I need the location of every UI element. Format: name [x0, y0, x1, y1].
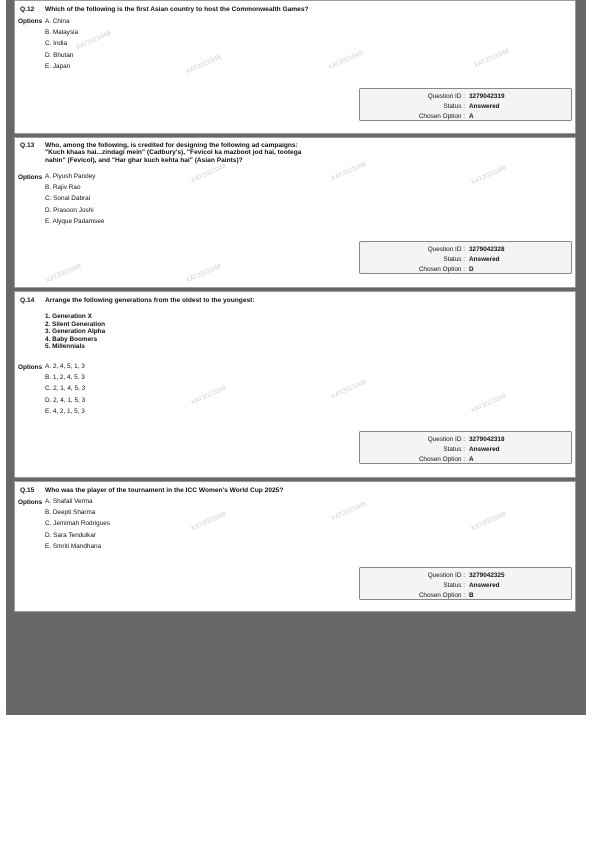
question-text: Arrange the following generations from the oldest to the youngest: — [45, 297, 255, 304]
status-value: Answered — [469, 103, 500, 110]
watermark: XAT2021048 — [470, 164, 508, 187]
options-label: Options — [18, 499, 43, 506]
question-number: Q.13 — [20, 142, 35, 149]
watermark: XAT2021048 — [470, 392, 508, 415]
watermark: XAT2021048 — [473, 47, 511, 70]
list-item: 5. Millennials — [45, 343, 85, 351]
question-id-label: Question ID : — [427, 572, 465, 579]
question-text: Which of the following is the first Asian country to host the Commonwealth Games? — [45, 6, 309, 13]
question-id-value: 3279042318 — [469, 436, 505, 443]
watermark: XAT2021048 — [327, 49, 365, 72]
option-d: D. Sara Tendulkar — [45, 531, 97, 539]
option-c: C. Jemimah Rodrigues — [45, 520, 110, 528]
option-e: E. Smriti Mandhana — [45, 542, 102, 550]
question-number: Q.14 — [20, 297, 35, 304]
watermark: XAT2021048 — [330, 500, 368, 523]
options-list — [45, 171, 104, 227]
status-value: Answered — [469, 446, 500, 453]
question-id-value: 3279042319 — [469, 93, 505, 100]
question-card-q13 — [14, 137, 576, 288]
question-id-label: Question ID : — [427, 246, 465, 253]
status-label: Status : — [443, 446, 465, 453]
chosen-option-value: A — [469, 456, 474, 463]
options-list — [45, 361, 85, 417]
answer-status-panel — [359, 431, 572, 464]
option-b: B. Rajiv Rao — [45, 184, 81, 192]
option-a: A. Piyush Pandey — [45, 173, 96, 180]
watermark: XAT2021048 — [330, 378, 368, 401]
status-value: Answered — [469, 256, 500, 263]
watermark: XAT2021048 — [190, 162, 228, 185]
question-text: Who was the player of the tournament in the ICC Women's World Cup 2025? — [45, 487, 284, 494]
option-e: E. 4, 2, 1, 5, 3 — [45, 407, 85, 415]
question-card-q14 — [14, 291, 576, 478]
watermark: XAT2021048 — [45, 262, 83, 285]
question-id-value: 3279042325 — [469, 572, 505, 579]
list-item: 1. Generation X — [45, 313, 92, 320]
answer-status-panel — [359, 88, 572, 121]
status-label: Status : — [443, 582, 465, 589]
option-c: C. 2, 1, 4, 5, 3 — [45, 385, 86, 393]
response-sheet — [6, 0, 586, 715]
watermark: XAT2021048 — [185, 53, 223, 76]
option-e: E. Alyque Padamsee — [45, 217, 105, 225]
options-label: Options — [18, 174, 43, 181]
watermark: XAT2021048 — [330, 160, 368, 183]
watermark: XAT2021048 — [75, 29, 113, 52]
chosen-option-label: Chosen Option : — [418, 592, 465, 599]
question-id-label: Question ID : — [427, 93, 465, 100]
option-d: D. Prasoon Joshi — [45, 206, 94, 214]
option-b: B. Deepti Sharma — [45, 509, 96, 517]
option-a: A. China — [45, 18, 70, 25]
watermark: XAT2021048 — [190, 384, 228, 407]
option-d: D. Bhutan — [45, 51, 74, 59]
status-value: Answered — [469, 582, 500, 589]
chosen-option-label: Chosen Option : — [418, 456, 465, 463]
chosen-option-label: Chosen Option : — [418, 113, 465, 120]
option-b: B. 1, 2, 4, 5, 3 — [45, 374, 85, 382]
chosen-option-value: B — [469, 592, 474, 599]
answer-status-panel — [359, 567, 572, 600]
watermark: XAT2021048 — [190, 510, 228, 533]
chosen-option-value: D — [469, 266, 474, 273]
question-card-q15 — [14, 481, 576, 612]
question-number: Q.12 — [20, 6, 35, 13]
list-item: 3. Generation Alpha — [45, 328, 106, 336]
list-item: 2. Silent Generation — [45, 320, 106, 328]
option-e: E. Japan — [45, 62, 71, 70]
option-a: A. 2, 4, 5, 1, 3 — [45, 363, 85, 370]
options-label: Options — [18, 364, 43, 371]
watermark: XAT2021048 — [470, 510, 508, 533]
status-label: Status : — [443, 103, 465, 110]
question-card-q12 — [14, 0, 576, 134]
options-label: Options — [18, 18, 43, 25]
option-d: D. 2, 4, 1, 5, 3 — [45, 396, 86, 404]
watermark: XAT2021048 — [185, 262, 223, 285]
chosen-option-value: A — [469, 113, 474, 120]
options-list — [45, 16, 78, 72]
question-number: Q.15 — [20, 487, 35, 494]
answer-status-panel — [359, 241, 572, 274]
generation-list — [45, 313, 105, 351]
option-c: C. India — [45, 40, 68, 48]
question-text: Who, among the following, is credited for designing the following ad campaigns: "Kuch khaas hai...zindagi mein" (Cadbury's), "Fevicol ka mazboot jod hai, tootega nahin" (Fevicol), and "Har ghar kuch kehta hai" (Asian Paints)? — [45, 142, 302, 164]
status-label: Status : — [443, 256, 465, 263]
question-id-label: Question ID : — [427, 436, 465, 443]
option-a: A. Shafali Verma — [45, 498, 93, 505]
question-id-value: 3279042328 — [469, 246, 505, 253]
option-b: B. Malaysia — [45, 29, 79, 37]
list-item: 4. Baby Boomers — [45, 335, 98, 343]
options-list — [45, 496, 110, 552]
option-c: C. Sonal Dabral — [45, 195, 91, 203]
chosen-option-label: Chosen Option : — [418, 266, 465, 273]
